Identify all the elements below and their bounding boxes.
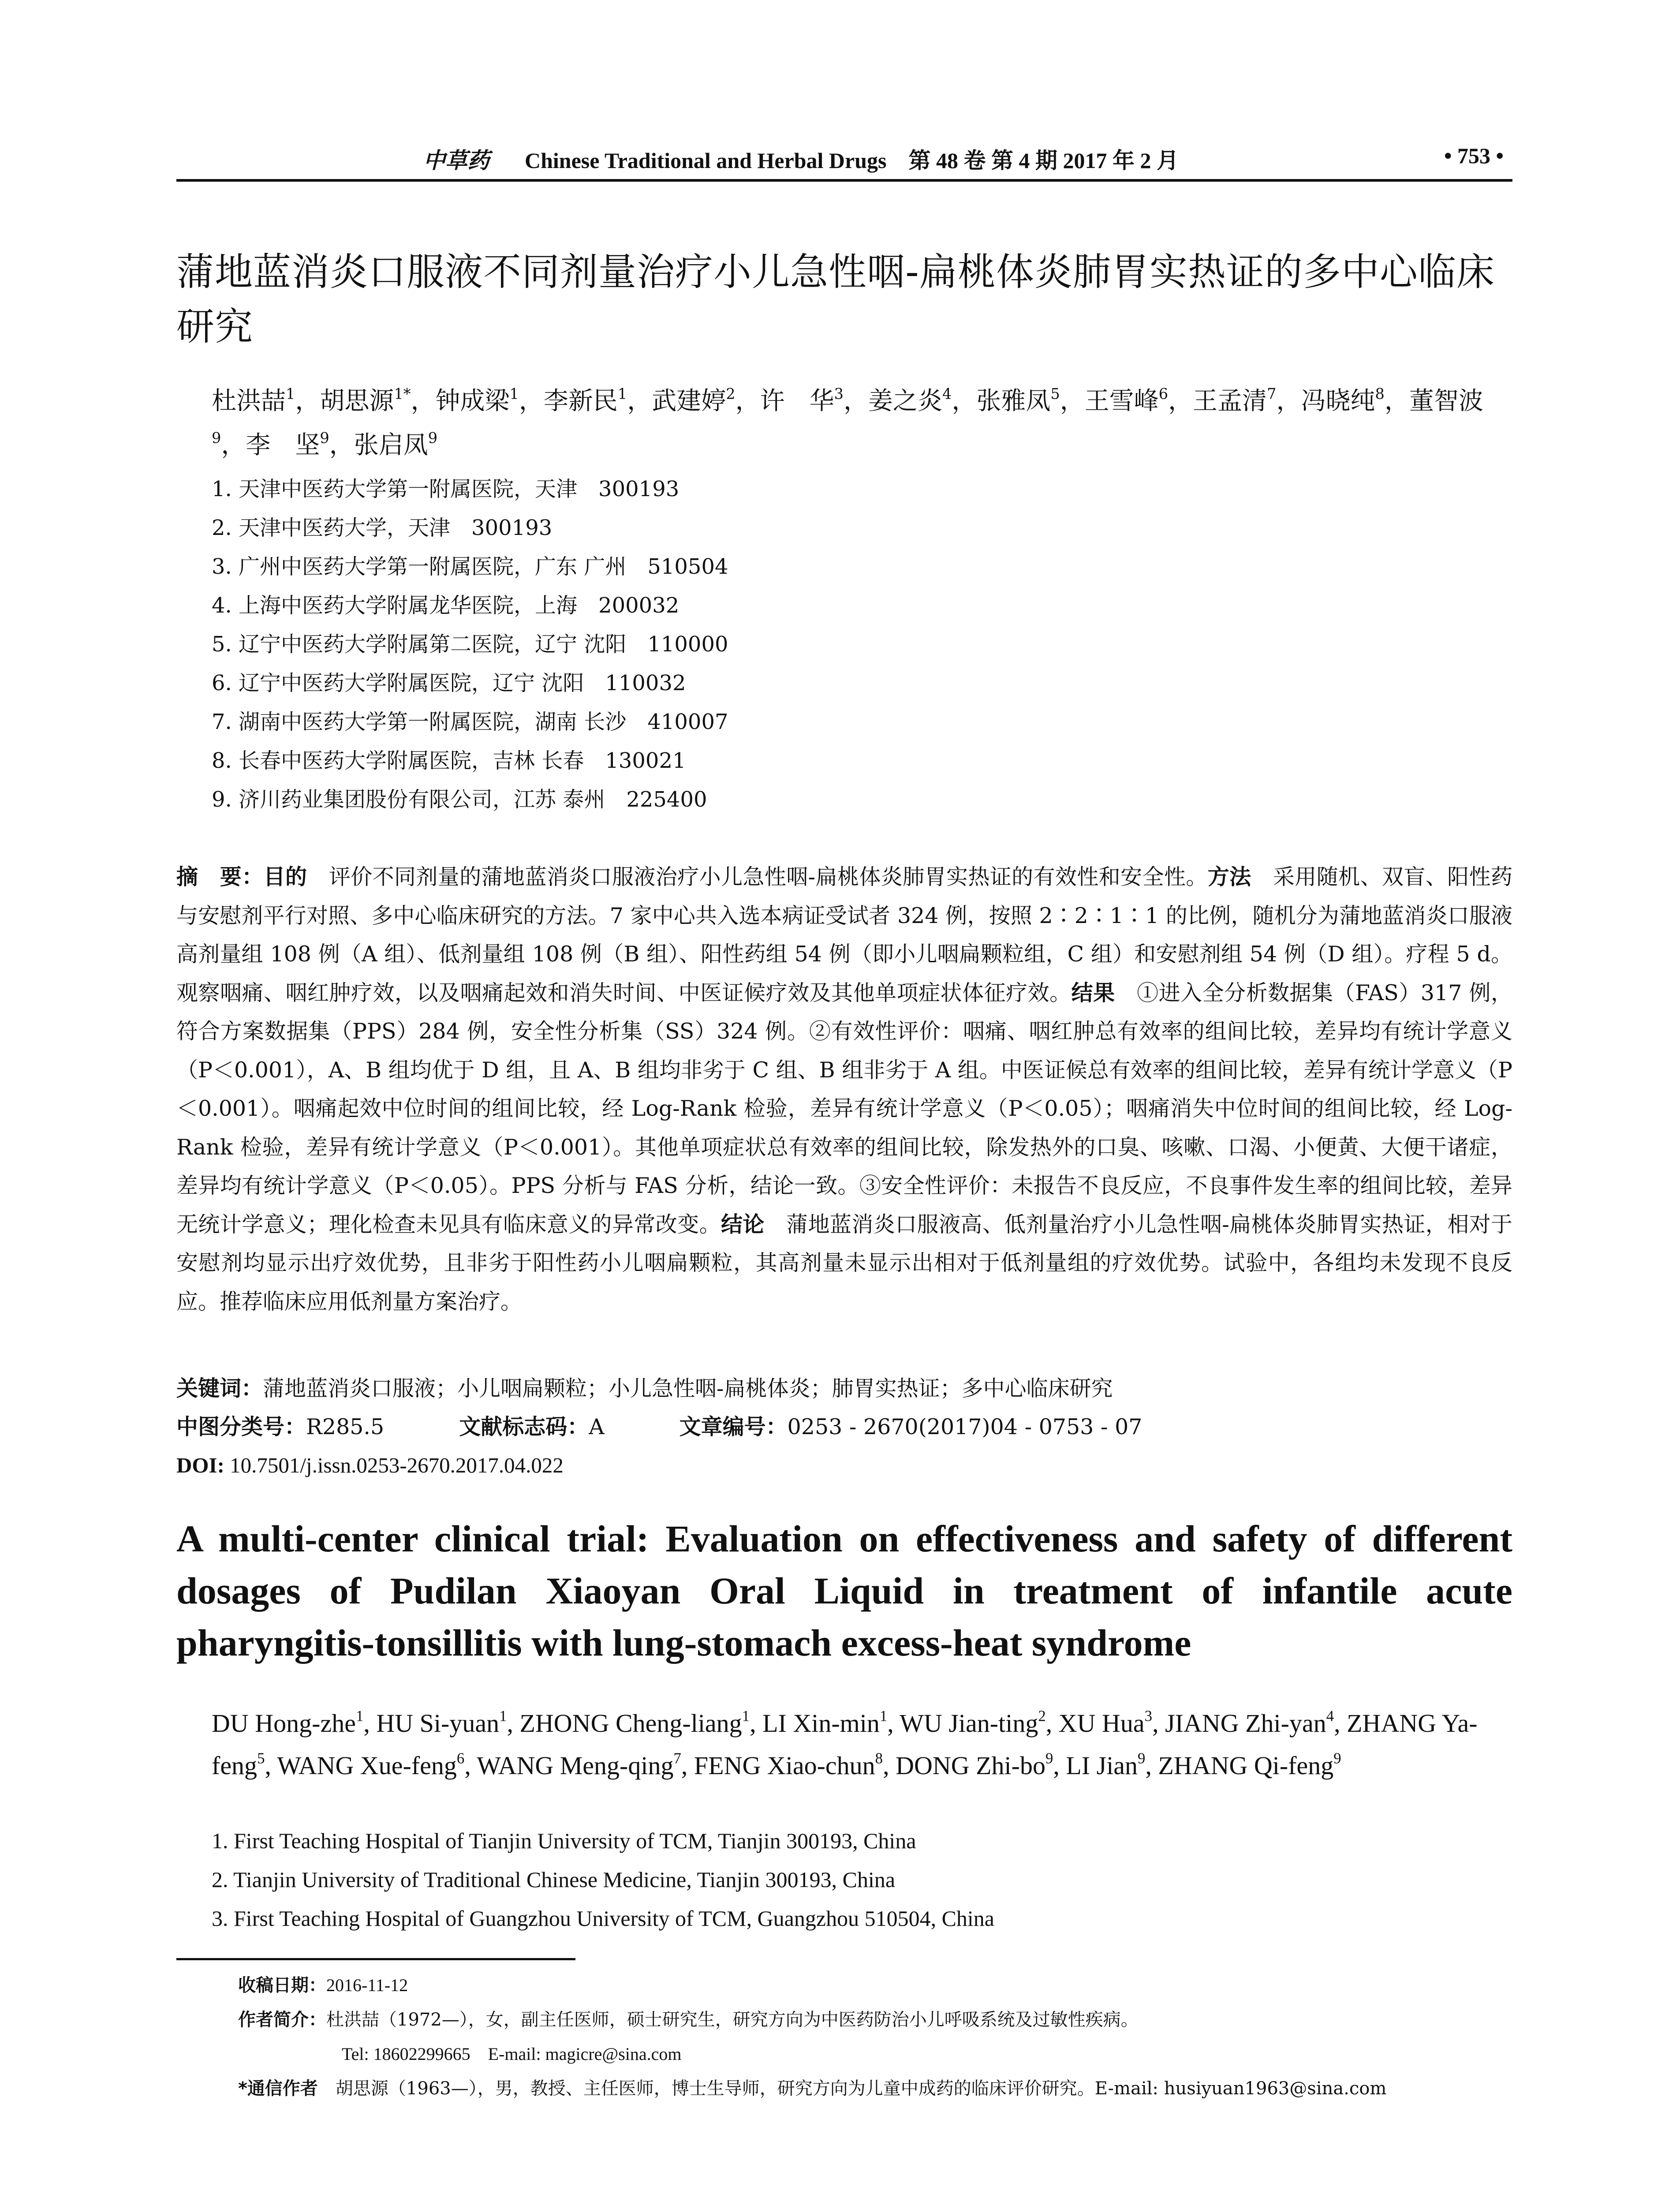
author-name: WANG Xue-feng <box>277 1751 457 1780</box>
english-author <box>1059 1709 1152 1738</box>
journal-info: Chinese Traditional and Herbal Drugs 第 48 卷 第 4 期 2017 年 2 月 <box>525 148 1179 173</box>
chinese-author <box>868 387 952 415</box>
doc-code-value: A <box>589 1414 605 1439</box>
chinese-author <box>976 387 1060 415</box>
doc-code-label: 文献标志码： <box>459 1414 589 1439</box>
author-name: 李新民 <box>543 387 618 415</box>
author-name: 许 华 <box>760 387 834 415</box>
english-affiliation-item: 3. First Teaching Hospital of Guangzhou University of TCM, Guangzhou 510504, China <box>212 1906 994 1931</box>
author-affiliation-marker: 1 <box>355 1707 364 1725</box>
author-affiliation-marker: 7 <box>1267 385 1277 403</box>
english-author <box>900 1709 1046 1738</box>
english-author <box>376 1709 507 1738</box>
chinese-author <box>320 387 411 415</box>
english-title: A multi-center clinical trial: Evaluation on effectiveness and safety of different dosages of Pudilan Xiaoyan Oral Liquid in treatment of infantile acute pharyngitis-tonsillitis with lung-stomach excess-heat syndrome <box>176 1517 1512 1664</box>
clc-value: R285.5 <box>306 1414 385 1439</box>
chinese-abstract <box>176 858 1512 1321</box>
keywords-label: 关键词： <box>176 1376 263 1401</box>
page-number: • 753 • <box>1444 143 1504 168</box>
chinese-authors: 杜洪喆$^1$，胡思源$^{1*}$，钟成梁$^1$，李新民$^1$，武建婷$^2$，许 华$^3$，姜之炎$^4$，张雅凤$^5$，王雪峰$^6$，王孟清$^7$，冯晓纯$^8$，董智波$^9$，李 坚$^9$，张启凤$^9$ <box>212 385 1483 460</box>
author-affiliation-marker: 2 <box>726 385 735 403</box>
conclusion-label: 结论 <box>721 1211 765 1237</box>
article-number-label: 文章编号： <box>679 1414 788 1439</box>
author-name: 张雅凤 <box>976 387 1051 415</box>
objective-text: 评价不同剂量的蒲地蓝消炎口服液治疗小儿急性咽-扁桃体炎肺胃实热证的有效性和安全性。 <box>307 864 1208 889</box>
english-author <box>1066 1751 1145 1780</box>
author-name: 姜之炎 <box>868 387 943 415</box>
classification-line <box>176 1408 1512 1446</box>
chinese-author <box>436 387 519 415</box>
corresponding-author <box>238 2074 1386 2100</box>
author-affiliation-marker: 9 <box>320 429 329 447</box>
author-affiliation-marker: 9 <box>1333 1749 1341 1767</box>
author-affiliation-marker: 4 <box>1326 1707 1334 1725</box>
chinese-affiliation-item: 2. 天津中医药大学，天津 300193 <box>212 516 553 540</box>
author-affiliation-marker: 1 <box>286 385 295 403</box>
received-date <box>238 1971 408 1996</box>
author-bio-label: 作者简介： <box>238 2010 326 2030</box>
author-name: HU Si-yuan <box>376 1709 500 1738</box>
author-name: DU Hong-zhe <box>212 1709 356 1738</box>
english-author <box>694 1751 883 1780</box>
author-name: 胡思源 <box>320 387 394 415</box>
english-authors: DU Hong-zhe$^1$, HU Si-yuan$^1$, ZHONG Cheng-liang$^1$, LI Xin-$\min^1$, WU Jian-ting$^2$, XU Hua$^3$, JIANG Zhi-yan$^4$, ZHANG Ya-feng$^5$, WANG Xue-feng$^6$, WANG Meng-qing$^7$, FENG Xiao-chun$^8$, DONG Zhi-$bo^9$, LI Jian$^9$, ZHANG Qi-feng$^9$ <box>212 1707 1478 1780</box>
objective-label: 目的 <box>263 864 307 889</box>
chinese-affiliation-item: 4. 上海中医药大学附属龙华医院，上海 200032 <box>212 593 679 618</box>
author-name: 杜洪喆 <box>212 387 286 415</box>
author-name: JIANG Zhi-yan <box>1165 1709 1326 1738</box>
chinese-title: 蒲地蓝消炎口服液不同剂量治疗小儿急性咽-扁桃体炎肺胃实热证的多中心临床研究 <box>176 250 1495 349</box>
clc-label: 中图分类号： <box>176 1414 306 1439</box>
author-affiliation-marker: 4 <box>942 385 952 403</box>
author-affiliation-marker: 9 <box>1045 1749 1053 1767</box>
english-author <box>896 1751 1053 1780</box>
author-bio-text: 杜洪喆（1972—），女，副主任医师，硕士研究生，研究方向为中医药防治小儿呼吸系统及过敏性疾病。 <box>326 2010 1139 2030</box>
author-affiliation-marker: 3 <box>1144 1707 1153 1725</box>
english-author <box>762 1709 887 1738</box>
english-author <box>1165 1709 1334 1738</box>
chinese-author <box>1085 387 1168 415</box>
author-name: LI Xin-min <box>762 1709 880 1738</box>
english-author <box>519 1709 750 1738</box>
author-name: 武建婷 <box>652 387 726 415</box>
author-name: 董智波 <box>1409 387 1483 415</box>
results-text: ①进入全分析数据集（FAS）317 例，符合方案数据集（PPS）284 例，安全性分析集（SS）324 例。②有效性评价：咽痛、咽红肿总有效率的组间比较，差异均有统计学意义（P＜0.001），A、B 组均优于 D 组，且 A、B 组均非劣于 C 组、B 组非劣于 A 组。中医证候总有效率的组间比较，差异有统计学意义（P＜0.001）。咽痛起效中位时间的组间比较，经 Log-Rank 检验，差异有统计学意义（P＜0.05）；咽痛消失中位时间的组间比较，经 Log-Rank 检验，差异有统计学意义（P＜0.001）。其他单项症状总有效率的组间比较，除发热外的口臭、咳嗽、口渴、小便黄、大便干诸症，差异均有统计学意义（P＜0.05）。PPS 分析与 FAS 分析，结论一致。③安全性评价：未报告不良反应，不良事件发生率的组间比较，差异无统计学意义；理化检查未见具有临床意义的异常改变。 <box>176 980 1512 1237</box>
author-affiliation-marker: 9 <box>212 429 221 447</box>
chinese-author <box>760 387 844 415</box>
author-affiliation-marker: 1 <box>879 1707 888 1725</box>
doi-value[interactable]: 10.7501/j.issn.0253-2670.2017.04.022 <box>230 1453 564 1477</box>
chinese-author <box>1301 387 1385 415</box>
author-name: LI Jian <box>1066 1751 1138 1780</box>
chinese-affiliation-item: 6. 辽宁中医药大学附属医院，辽宁 沈阳 110032 <box>212 671 686 695</box>
received-value: 2016-11-12 <box>326 1975 408 1995</box>
author-name: 钟成梁 <box>435 387 510 415</box>
running-header <box>176 139 1512 182</box>
author-name: FENG Xiao-chun <box>694 1751 875 1780</box>
chinese-affiliation-item: 3. 广州中医药大学第一附属医院，广东 广州 510504 <box>212 554 728 579</box>
author-affiliation-marker: 1 <box>617 385 627 403</box>
author-affiliation-marker: 1* <box>394 385 411 403</box>
author-name: WU Jian-ting <box>900 1709 1038 1738</box>
chinese-author <box>246 431 329 460</box>
author-name: XU Hua <box>1058 1709 1145 1738</box>
english-author <box>1158 1751 1341 1780</box>
keywords <box>176 1369 1512 1408</box>
author-name: 张启凤 <box>354 431 428 460</box>
footnote-divider <box>176 1958 575 1960</box>
author-affiliation-marker: 6 <box>456 1749 465 1767</box>
doi-label: DOI: <box>176 1453 224 1477</box>
doi-line <box>176 1446 1512 1484</box>
chinese-author <box>1193 387 1276 415</box>
corresponding-label: *通信作者 <box>238 2078 318 2099</box>
author-affiliation-marker: 1 <box>509 385 519 403</box>
chinese-author <box>652 387 735 415</box>
author-affiliation-marker: 9 <box>1138 1749 1146 1767</box>
chinese-affiliation-item: 7. 湖南中医药大学第一附属医院，湖南 长沙 410007 <box>212 710 728 734</box>
author-affiliation-marker: 8 <box>1375 385 1385 403</box>
received-label: 收稿日期： <box>238 1975 326 1996</box>
chinese-author <box>212 387 295 415</box>
english-author <box>212 1709 363 1738</box>
author-name: 王雪峰 <box>1084 387 1159 415</box>
author-name: ZHANG Ya-feng <box>212 1709 1478 1780</box>
author-affiliation-marker: 1 <box>499 1707 507 1725</box>
journal-logo: 中草药 <box>423 147 489 173</box>
author-affiliation-marker: 2 <box>1038 1707 1046 1725</box>
article-number-value: 0253 - 2670(2017)04 - 0753 - 07 <box>787 1414 1142 1439</box>
chinese-author <box>354 431 437 460</box>
results-label: 结果 <box>1071 980 1115 1005</box>
abstract-label: 摘 要： <box>176 864 264 889</box>
author-affiliation-marker: 8 <box>875 1749 883 1767</box>
author-name: 冯晓纯 <box>1301 387 1375 415</box>
chinese-affiliation-item: 5. 辽宁中医药大学附属第二医院，辽宁 沈阳 110000 <box>212 632 728 657</box>
author-affiliation-marker: 5 <box>257 1749 265 1767</box>
conclusion-text: 蒲地蓝消炎口服液高、低剂量治疗小儿急性咽-扁桃体炎肺胃实热证，相对于安慰剂均显示出疗效优势，且非劣于阳性药小儿咽扁颗粒，其高剂量未显示出相对于低剂量组的疗效优势。试验中，各组均未发现不良反应。推荐临床应用低剂量方案治疗。 <box>176 1211 1512 1314</box>
author-bio <box>238 2006 1139 2031</box>
author-affiliation-marker: 6 <box>1158 385 1169 403</box>
corresponding-text: 胡思源（1963—），男，教授、主任医师，博士生导师，研究方向为儿童中成药的临床评价研究。E-mail: husiyuan1963@sina.com <box>317 2078 1387 2099</box>
author-name: 王孟清 <box>1193 387 1267 415</box>
english-author <box>277 1751 464 1780</box>
author-affiliation-marker: 1 <box>742 1707 750 1725</box>
chinese-affiliation-item: 8. 长春中医药大学附属医院，吉林 长春 130021 <box>212 748 686 773</box>
author-affiliation-marker: 5 <box>1050 385 1060 403</box>
author-contact: Tel: 18602299665 E-mail: magicre@sina.com <box>342 2044 682 2064</box>
author-name: DONG Zhi-bo <box>896 1751 1045 1780</box>
methods-text: 采用随机、双盲、阳性药与安慰剂平行对照、多中心临床研究的方法。7 家中心共入选本病证受试者 324 例，按照 2∶2∶1∶1 的比例，随机分为蒲地蓝消炎口服液高剂量组 108 例（A 组）、低剂量组 108 例（B 组）、阳性药组 54 例（即小儿咽扁颗粒组，C 组）和安慰剂组 54 例（D 组）。疗程 5 d。观察咽痛、咽红肿疗效，以及咽痛起效和消失时间、中医证候疗效及其他单项症状体征疗效。 <box>176 864 1512 1005</box>
keywords-text: 蒲地蓝消炎口服液；小儿咽扁颗粒；小儿急性咽-扁桃体炎；肺胃实热证；多中心临床研究 <box>263 1376 1113 1401</box>
chinese-affiliation-item: 9. 济川药业集团股份有限公司，江苏 泰州 225400 <box>212 787 707 812</box>
author-affiliation-marker: 9 <box>428 429 438 447</box>
author-affiliation-marker: 3 <box>834 385 844 403</box>
author-name: 李 坚 <box>246 431 320 460</box>
methods-label: 方法 <box>1207 864 1251 889</box>
author-affiliation-marker: 7 <box>673 1749 681 1767</box>
english-affiliation-item: 1. First Teaching Hospital of Tianjin University of TCM, Tianjin 300193, China <box>212 1828 916 1853</box>
author-name: ZHONG Cheng-liang <box>519 1709 742 1738</box>
author-name: WANG Meng-qing <box>477 1751 674 1780</box>
author-name: ZHANG Qi-feng <box>1158 1751 1334 1780</box>
chinese-affiliation-item: 1. 天津中医药大学第一附属医院，天津 300193 <box>212 477 679 501</box>
english-author <box>477 1751 681 1780</box>
english-affiliation-item: 2. Tianjin University of Traditional Chinese Medicine, Tianjin 300193, China <box>212 1867 896 1892</box>
chinese-author <box>544 387 627 415</box>
